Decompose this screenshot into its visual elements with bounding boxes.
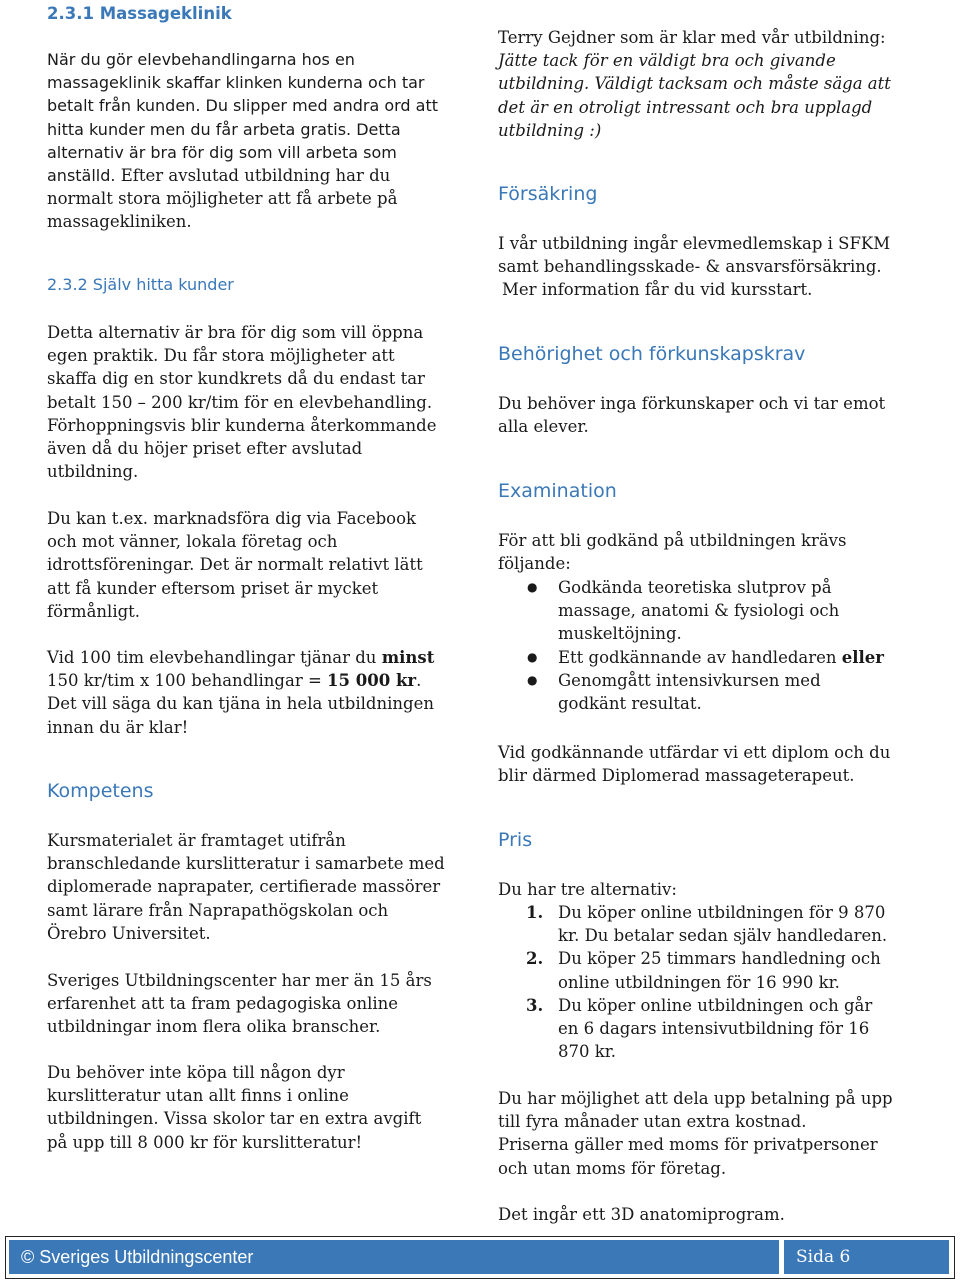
pris-number-3: 3. xyxy=(526,995,544,1015)
list-item xyxy=(498,646,898,669)
quote-block xyxy=(498,26,898,142)
paragraph-pris: Du har tre alternativ: xyxy=(498,880,677,899)
forsakring-text-a: I vår utbildning ingår elevmedlemskap i SFKM samt behandlingsskade- & ansvarsförsäkring. xyxy=(498,234,891,277)
earn-text-2: 150 kr/tim x 100 behandlingar = xyxy=(47,671,328,691)
pris-item-1: Du köper online utbildningen för 9 870 kr. Du betalar sedan själv handledaren. xyxy=(558,903,888,946)
paragraph-3d: Det ingår ett 3D anatomiprogram. xyxy=(498,1205,785,1224)
page-footer xyxy=(5,1236,955,1279)
pris-number-2: 2. xyxy=(526,949,544,969)
earn-text-3: . Det vill säga du kan tjäna in hela utbildningen innan du är klar! xyxy=(47,671,434,737)
heading-forsakring: Försäkring xyxy=(498,183,598,205)
heading-sjalv-hitta-kunder: 2.3.2 Själv hitta kunder xyxy=(47,275,234,294)
facebook-text-b: Det är normalt relativt lätt att få kunder eftersom priset är mycket förmånligt. xyxy=(47,555,423,621)
heading-examination: Examination xyxy=(498,480,617,502)
pris-item-3: Du köper online utbildningen och går en 6 dagars intensivutbildning för 16 870 kr. xyxy=(558,995,873,1062)
earn-text-1: Vid 100 tim elevbehandlingar tjänar du xyxy=(47,648,382,667)
betalning-text: Du har möjlighet att dela upp betalning på upp till fyra månader utan extra kostnad. xyxy=(498,1089,893,1132)
list-item xyxy=(498,901,898,947)
examination-list xyxy=(498,576,898,715)
litteratur-text-b: Vissa skolor tar en extra avgift på upp till 8 000 kr för kurslitteratur! xyxy=(47,1109,422,1152)
pris-item-2: Du köper 25 timmars handledning och online utbildningen för 16 990 kr. xyxy=(558,949,881,992)
pris-list xyxy=(498,901,898,1063)
massageklinik-text-a: När du gör elevbehandlingarna hos en massageklinik skaffar klinken kunderna och tar betalt från kunden. Du slipper med andra ord att hitta kunder men du får arbeta gratis. Detta alternativ är bra för dig som vill arbeta som anställd. xyxy=(47,50,439,186)
heading-kompetens: Kompetens xyxy=(47,780,154,802)
sjalv-text-b: Du får stora möjligheter att skaffa dig en stor kundkrets då du endast tar betalt 150 – 200 kr/tim för en elevbehandling. Förhoppningsvis blir kunderna återkommande även då du höjer priset efter avslutad utbildning. xyxy=(47,346,437,482)
list-item xyxy=(498,994,898,1064)
exam-item-2-bold: eller xyxy=(841,647,884,667)
sjalv-text-a: Detta alternativ är bra för dig som vill öppna egen praktik. xyxy=(47,323,424,366)
moms-text: Priserna gäller med moms för privatpersoner och utan moms för företag. xyxy=(498,1135,878,1178)
exam-item-3: Genomgått intensivkursen med godkänt resultat. xyxy=(558,670,821,714)
paragraph-behorighet: Du behöver inga förkunskaper och vi tar emot alla elever. xyxy=(498,394,886,437)
heading-massageklinik: 2.3.1 Massageklinik xyxy=(47,4,232,23)
paragraph-facebook xyxy=(47,507,427,623)
paragraph-sjalv xyxy=(47,321,447,483)
paragraph-examination: För att bli godkänd på utbildningen krävs följande: xyxy=(498,531,847,574)
heading-behorighet: Behörighet och förkunskapskrav xyxy=(498,343,806,365)
forsakring-text-b: Mer information får du vid kursstart. xyxy=(502,280,813,300)
pris-number-1: 1. xyxy=(526,903,544,922)
heading-pris: Pris xyxy=(498,829,533,851)
exam-item-2: Ett godkännande av handledaren xyxy=(558,647,842,667)
footer-page-number: Sida 6 xyxy=(784,1240,949,1274)
facebook-text-a: Du kan t.ex. marknadsföra dig via Facebook och mot vänner, lokala företag och idrottsföreningar. xyxy=(47,509,417,575)
quote-author: Terry Gejdner som är klar med vår utbildning: xyxy=(498,28,886,47)
earn-bold-minst: minst xyxy=(381,648,435,667)
list-item xyxy=(498,669,898,715)
footer-company: © Sveriges Utbildningscenter xyxy=(9,1240,779,1274)
paragraph-earnings xyxy=(47,646,447,739)
quote-text: Jätte tack för en väldigt bra och givande utbildning. Väldigt tacksam och måste säga att det är en otroligt intressant och bra upplagd utbildning :) xyxy=(498,51,891,140)
exam-item-1: Godkända teoretiska slutprov på massage, anatomi & fysiologi och muskeltöjning. xyxy=(558,578,840,644)
paragraph-diplom: Vid godkännande utfärdar vi ett diplom och du blir därmed Diplomerad massageterapeut. xyxy=(498,743,891,786)
massageklinik-text-b: Efter avslutad utbildning har du normalt stora möjligheter att få arbete på massagekliniken. xyxy=(47,166,398,232)
paragraph-litteratur xyxy=(47,1061,427,1154)
earn-bold-amount: 15 000 kr xyxy=(327,671,417,691)
list-item xyxy=(498,576,898,646)
paragraph-kompetens: Kursmaterialet är framtaget utifrån branschledande kurslitteratur i samarbete med diplomerade naprapater, certifierade massörer samt lärare från Naprapathögskolan och Örebro Universitet. xyxy=(47,831,445,943)
list-item xyxy=(498,947,898,993)
paragraph-forsakring xyxy=(498,232,898,302)
paragraph-betalning xyxy=(498,1087,898,1180)
paragraph-sverige: Sveriges Utbildningscenter har mer än 15 års erfarenhet att ta fram pedagogiska online utbildningar inom flera olika branscher. xyxy=(47,971,432,1037)
litteratur-text-a: Du behöver inte köpa till någon dyr kurslitteratur utan allt finns i online utbildningen. xyxy=(47,1063,349,1129)
paragraph-massageklinik xyxy=(47,48,447,234)
